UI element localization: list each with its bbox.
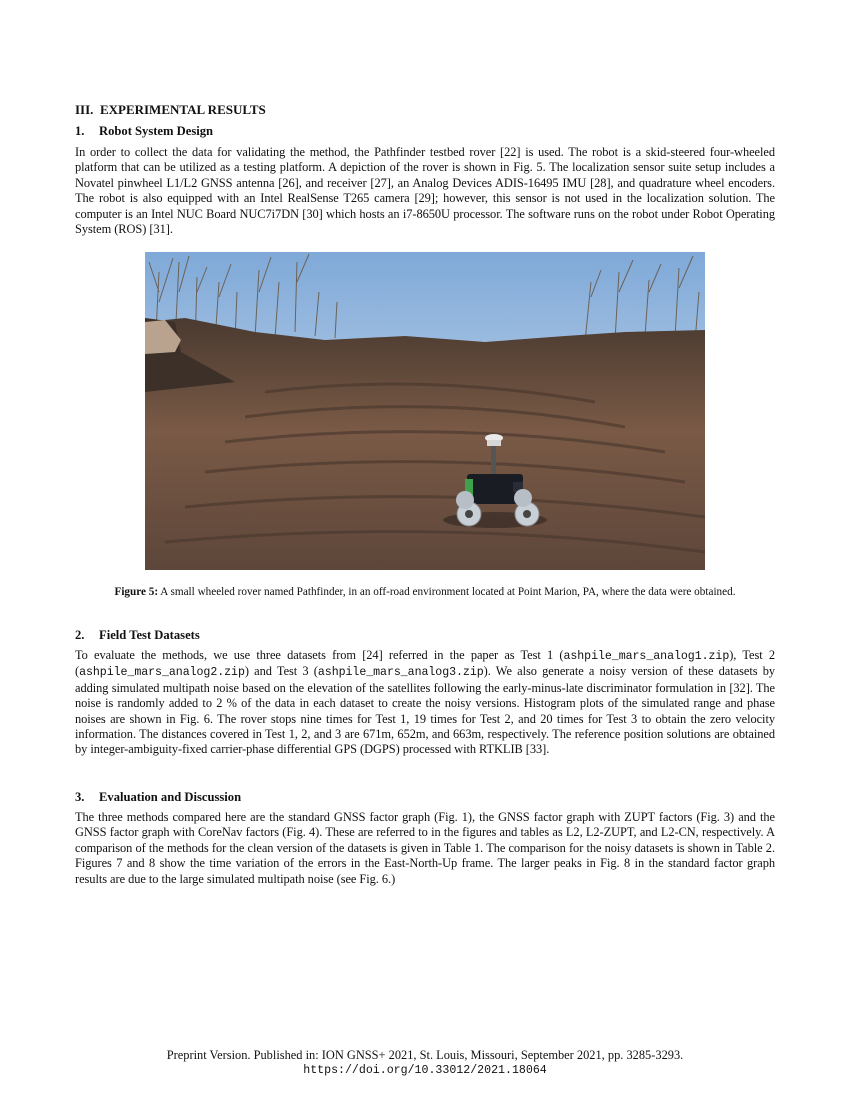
rover-photo-illustration: [145, 252, 705, 570]
text-run: ), Test 2 (: [75, 648, 775, 679]
footer-citation: Preprint Version. Published in: ION GNSS+ 2021, St. Louis, Missouri, September 2021, pp. 3285-3293.: [166, 1048, 684, 1062]
section-title: EXPERIMENTAL RESULTS: [99, 102, 266, 117]
subsection-2-paragraph: [75, 648, 775, 758]
figure-caption-text: A small wheeled rover named Pathfinder, in an off-road environment located at Point Marion, PA, where the data were obtained.: [160, 586, 736, 598]
subsection-1-body: [75, 145, 775, 237]
subsection-1-title: Robot System Design: [99, 124, 214, 138]
subsection-1-number: 1.: [75, 124, 85, 138]
dataset-filename-3: ashpile_mars_analog3.zip: [317, 666, 484, 680]
subsection-2-body: [75, 648, 775, 758]
subsection-3-body: [75, 810, 775, 887]
subsection-3-number: 3.: [75, 790, 85, 804]
subsection-2-title: Field Test Datasets: [99, 628, 200, 642]
subsection-3-title: Evaluation and Discussion: [99, 790, 242, 804]
subsection-1-heading: [75, 123, 775, 139]
figure-caption: [75, 585, 775, 599]
text-run: ) and Test 3 (: [244, 664, 318, 679]
figure-label: Figure 5:: [114, 586, 159, 598]
subsection-1-paragraph: In order to collect the data for validating the method, the Pathfinder testbed rover [22] is used. The robot is a skid-steered four-wheeled platform that can be utilized as a testing platform. A depiction of the rover is shown in Fig. 5. The localization sensor suite setup includes a Novatel pinwheel L1/L2 GNSS antenna [26], and receiver [27], an Analog Devices ADIS-16495 IMU [28], and quadrature wheel encoders. The robot is also equipped with an Intel RealSense T265 camera [29]; however, this sensor is not used in the localization solution. The computer is an Intel NUC Board NUC7i7DN [30] which hosts an i7-8650U processor. The software runs on the robot under Robot Operating System (ROS) [31].: [75, 145, 775, 237]
subsection-2-number: 2.: [75, 628, 85, 642]
text-run: To evaluate the methods, we use three datasets from [24] referred in the paper as Test 1 (: [75, 648, 564, 662]
section-number: III.: [75, 102, 94, 117]
subsection-3-heading: [75, 789, 775, 805]
subsection-3-paragraph: The three methods compared here are the standard GNSS factor graph (Fig. 1), the GNSS factor graph with ZUPT factors (Fig. 3) and the GNSS factor graph with CoreNav factors (Fig. 4). These are referred to in the figures and tables as L2, L2-ZUPT, and L2-CN, respectively. A comparison of the methods for the clean version of the datasets is given in Table 1. The comparison for the noisy datasets is shown in Table 2. Figures 7 and 8 show the time variation of the errors in the East-North-Up frame. The larger peaks in Fig. 8 in the standard factor graph results are due to the large simulated multipath noise (see Fig. 6.): [75, 810, 775, 886]
footer-doi-link[interactable]: https://doi.org/10.33012/2021.18064: [303, 1064, 547, 1077]
page-footer: [0, 1047, 850, 1079]
dataset-filename-1: ashpile_mars_analog1.zip: [563, 650, 730, 663]
section-heading: [75, 102, 775, 118]
dataset-filename-2: ashpile_mars_analog2.zip: [79, 666, 245, 680]
text-run: ). We also generate a noisy version of these datasets by adding simulated multipath noise based on the elevation of the satellites following the early-minus-late discriminator formulation in [32]. The noise is randomly added to 2 % of the data in each dataset to create the noisy versions. Histogram plots of the simulated range and phase noises are shown in Fig. 6. The rover stops nine times for Test 1, 19 times for Test 2, and 20 times for Test 3 to obtain the zero velocity information. The distances covered in Test 1, 2, and 3 are 671m, 652m, and 663m, respectively. The reference position solutions are obtained by integer-ambiguity-fixed carrier-phase differential GPS (DGPS) processed with RTKLIB [33].: [75, 664, 776, 757]
subsection-2-heading: [75, 627, 775, 643]
rover-photo: [145, 252, 705, 570]
